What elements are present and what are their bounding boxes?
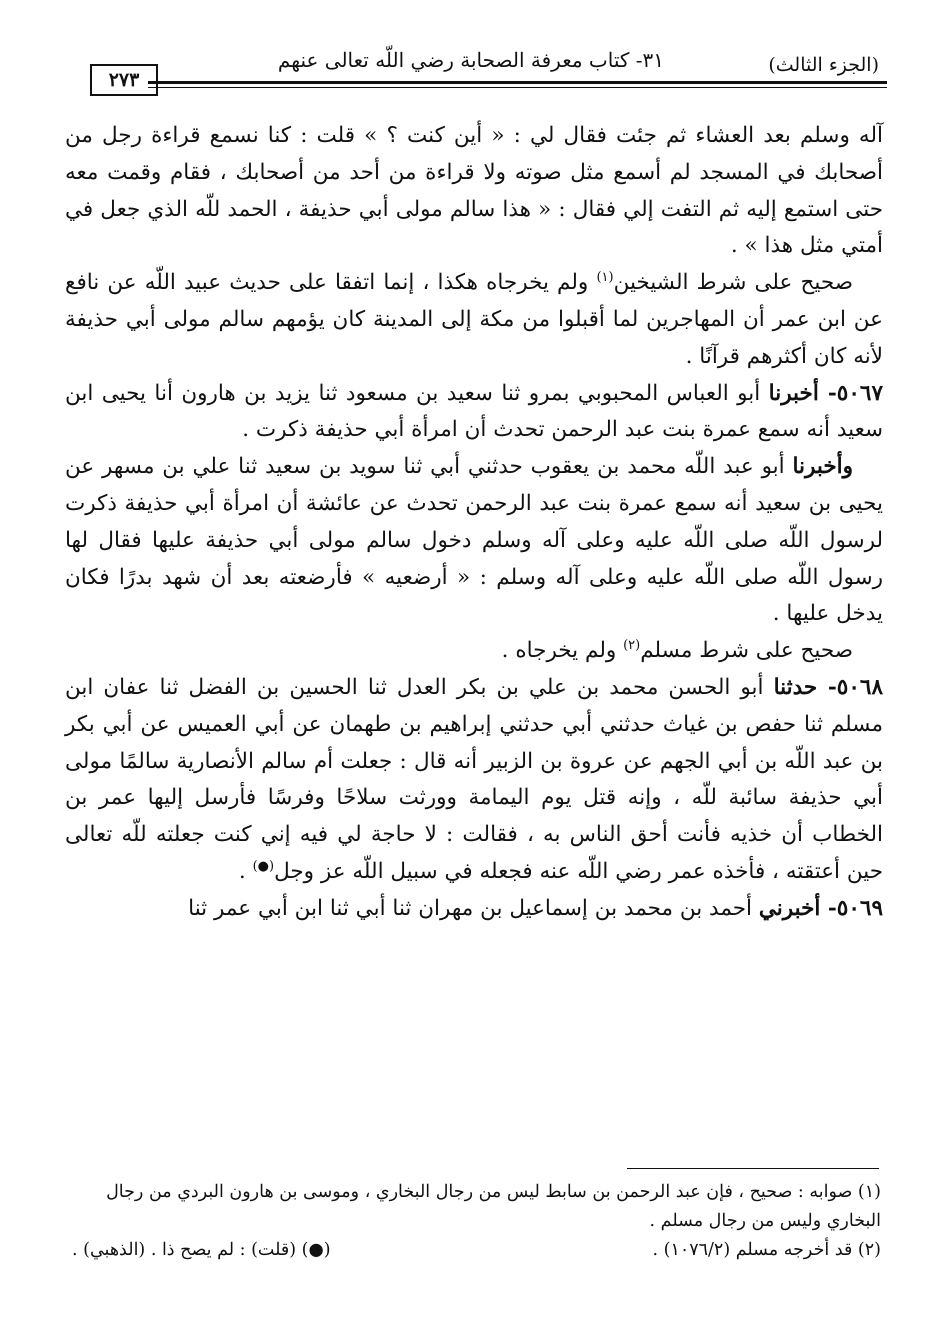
part-label: (الجزء الثالث) — [768, 54, 879, 76]
page-header — [90, 40, 889, 100]
paragraph: آله وسلم بعد العشاء ثم جئت فقال لي : « أين كنت ؟ » قلت : كنا نسمع قراءة رجل من أصحابك في المسجد لم أسمع مثل صوته ولا قراءة من أحد من أصحابك ، فقام وقمت معه حتى استمع إليه ثم التفت إلي فقال : « هذا سالم مولى أبي حذيفة ، الحمد للّه الذي جعل في أمتي مثل هذا » . — [65, 123, 883, 259]
hadith-number: ٥٠٦٩- أخبرني — [758, 895, 883, 921]
header-rule-thick — [148, 81, 887, 84]
hadith-number: ٥٠٦٧- أخبرنا — [768, 380, 883, 406]
footnote-row — [72, 1236, 881, 1265]
text-run: صحيح على شرط مسلم — [640, 638, 853, 664]
footnote-ref: (٢) — [623, 638, 641, 653]
footnotes — [72, 1178, 881, 1265]
text-run: صحيح على شرط الشيخين — [613, 270, 854, 296]
chapter-title: ٣١- كتاب معرفة الصحابة رضي اللّه تعالى عنهم — [277, 48, 664, 72]
hadith-5067 — [65, 376, 883, 450]
hadith-number: ٥٠٦٨- حدثنا — [773, 674, 883, 700]
page-number: ٢٧٣ — [90, 64, 158, 96]
text-run: أبو عبد اللّه محمد بن يعقوب حدثني أبي ثنا سويد بن سعيد ثنا علي بن مسهر عن يحيى بن سعيد أنه سمع عمرة بنت عبد الرحمن تحدث عن عائشة أن امرأة أبي حذيفة ذكرت لرسول اللّه صلى اللّه عليه وعلى آله وسلم دخول سالم مولى أبي حذيفة عليها فقال لها رسول اللّه صلى اللّه عليه وعلى آله وسلم : « أرضعيه » فأرضعته بعد أن شهد بدرًا فكان يدخل عليها . — [65, 454, 883, 627]
paragraph — [65, 449, 883, 633]
text-run: ولم يخرجاه . — [501, 638, 624, 664]
hadith-text: أحمد بن محمد بن إسماعيل بن مهران ثنا أبي ثنا ابن أبي عمر ثنا — [188, 895, 759, 921]
text-run: . — [238, 858, 253, 884]
lead-word: وأخبرنا — [792, 454, 853, 480]
text-run: ولم يخرجاه هكذا ، إنما اتفقا على حديث عبيد اللّه عن نافع عن ابن عمر أن المهاجرين لما أقبلوا من مكة إلى المدينة كان يؤمهم سالم مولى أبي حذيفة لأنه كان أكثرهم قرآنًا . — [65, 270, 883, 369]
footnote-rule — [627, 1168, 879, 1169]
hadith-5068 — [65, 670, 883, 891]
paragraph — [65, 633, 883, 670]
paragraph — [65, 265, 883, 375]
footnote-ref: (١) — [596, 270, 614, 286]
footnote-2: (٢) قد أخرجه مسلم (١٠٧٦/٢) . — [652, 1240, 881, 1260]
main-text — [65, 118, 883, 928]
footnote-3: (●) (قلت) : لم يصح ذا . (الذهبي) . — [72, 1240, 331, 1260]
footnote-ref: (●) — [252, 858, 275, 874]
footnote-1: (١) صوابه : صحيح ، فإن عبد الرحمن بن سابط ليس من رجال البخاري ، وموسى بن هارون البردي من رجال البخاري وليس من رجال مسلم . — [106, 1182, 881, 1231]
header-rule-thin — [148, 87, 887, 88]
hadith-text: أبو العباس المحبوبي بمرو ثنا سعيد بن مسعود ثنا يزيد بن هارون أنا يحيى ابن سعيد أنه سمع عمرة بنت عبد الرحمن تحدث أن امرأة أبي حذيفة ذكرت . — [65, 380, 883, 443]
hadith-text: أبو الحسن محمد بن علي بن بكر العدل ثنا الحسين بن الفضل ثنا عفان ابن مسلم ثنا حفص بن غياث حدثني أبي حدثني إبراهيم بن طهمان عن أبي العميس عن أبي بكر بن عبد اللّه بن أبي الجهم عن عروة بن الزبير أنه قال : جعلت أم سالم الأنصارية سالمًا مولى أبي حذيفة سائبة للّه ، وإنه قتل يوم اليمامة وورثت سلاحًا وفرسًا فأرسل إليها عمر بن الخطاب أن خذيه فأنت أحق الناس به ، فقالت : لا حاجة لي فيه إني كنت جعلته للّه تعالى حين أعتقته ، فأخذه عمر رضي اللّه عنه فجعله في سبيل اللّه عز وجل — [65, 674, 883, 884]
hadith-5069 — [65, 891, 883, 928]
